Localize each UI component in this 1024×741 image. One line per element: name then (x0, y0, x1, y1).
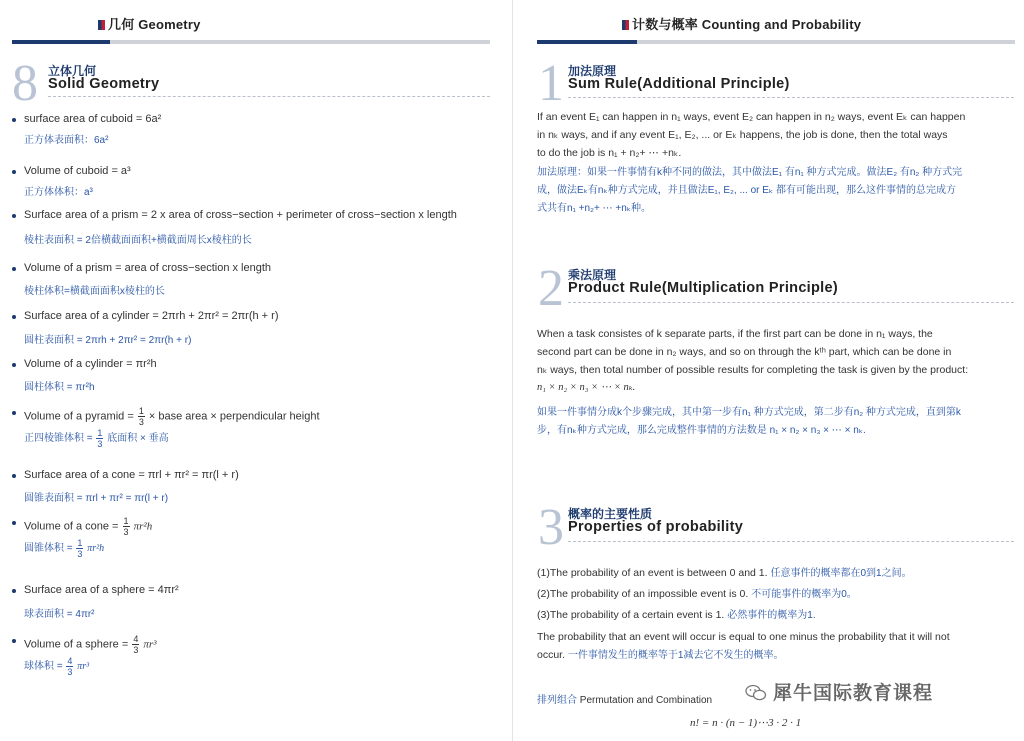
section-title-cn: 乘法原理 (568, 268, 617, 282)
factorial-formula: n! = n · (n − 1)⋯3 · 2 · 1 (690, 717, 802, 729)
flag-icon (622, 20, 629, 30)
section-number: 2 (538, 260, 564, 317)
formula-cn: 圆锥表面积 = πrl + πr² = πr(l + r) (24, 493, 169, 504)
flag-icon (98, 20, 105, 30)
paragraph-en: If an event E₁ can happen in n₁ ways, event E₂ can happen in n₂ ways, event Eₖ can happen in nₖ ways, and if any event E₁, E₂, ... or Eₖ happens, the job is done, then the total ways to do the job is n₁ + n₂+ ⋯ +nₖ. (537, 111, 966, 159)
section-title-en: Properties of probability (568, 519, 744, 535)
paragraph-en: When a task consistes of k separate parts, if the first part can be done in n₁ ways, the second part can be done in n₂ ways, and so on through the kᵗʰ part, which can be done in nₖ ways, then total number of possible results for completing the task is given by the product: n₁ × n₂ × n₃ × ⋯ × nₖ. (537, 328, 969, 393)
section-title-en: Product Rule(Multiplication Principle) (568, 280, 838, 296)
section-title-cn: 加法原理 (568, 64, 617, 78)
section-title-cn: 概率的主要性质 (568, 507, 653, 521)
wechat-icon (745, 684, 767, 702)
formula-cn: 圆锥体积 = $\frac{1}{3}$ πr²h (24, 538, 105, 559)
right-header-rule (537, 40, 1015, 44)
left-header (98, 14, 201, 33)
formula-cn: 圆柱体积 = πr²h (24, 382, 95, 393)
formula-en: Surface area of a cylinder = 2πrh + 2πr² = 2πr(h + r) (24, 310, 279, 322)
formula-en: Volume of a cylinder = πr²h (24, 358, 157, 370)
section-dash (48, 96, 490, 97)
formula-cn: 棱柱体积=横截面面积x棱柱的长 (24, 286, 165, 297)
section-dash (568, 97, 1014, 98)
page-divider (512, 0, 513, 741)
property-line: (1)The probability of an event is between 0 and 1. 任意事件的概率都在0到1之间。 (537, 567, 912, 579)
formula-cn: 球表面积 = 4πr² (24, 609, 95, 620)
paragraph-cn: 加法原理：如果一件事情有k种不同的做法，其中做法E₁ 有n₁ 种方式完成。做法E₂ 有n₂ 种方式完 成，做法Eₖ有nₖ种方式完成，并且做法E₁, E₂, ... or Eₖ 都有可能出现，那么这件事情的总完成方 式共有n₁ +n₂+ ⋯ +nₖ种。 (537, 167, 963, 214)
formula-cn: 正方体表面积：6a² (24, 135, 109, 146)
section-title-cn: 立体几何 (48, 64, 97, 78)
section-dash (568, 541, 1014, 542)
formula-cn: 球体积 = $\frac{4}{3}$ πr³ (24, 656, 90, 677)
formula-en: Surface area of a prism = 2 x area of cross−section + perimeter of cross−section x length (24, 209, 457, 221)
right-header (622, 14, 861, 33)
right-header-title: 计数与概率 Counting and Probability (632, 17, 862, 32)
left-header-rule (12, 40, 490, 44)
watermark: 犀牛国际教育课程 (745, 678, 933, 705)
formula-cn: 圆柱表面积 = 2πrh + 2πr² = 2πr(h + r) (24, 335, 192, 346)
formula-cn: 正方体体积：a³ (24, 187, 93, 198)
formula-en: Volume of a pyramid = $\frac{1}{3}$ × base area × perpendicular height (24, 406, 320, 427)
formula-en: Volume of cuboid = a³ (24, 165, 131, 177)
formula-en: surface area of cuboid = 6a² (24, 113, 162, 125)
formula-en: Volume of a cone = $\frac{1}{3}$ πr²h (24, 516, 153, 537)
formula-en: Surface area of a sphere = 4πr² (24, 584, 179, 596)
right-page (514, 0, 1024, 741)
formula-cn: 正四棱锥体积 = $\frac{1}{3}$ 底面积 × 垂高 (24, 428, 169, 449)
formula-en: Volume of a prism = area of cross−section x length (24, 262, 272, 274)
left-header-title: 几何 Geometry (108, 17, 201, 32)
permutation-heading: 排列组合 Permutation and Combination (537, 695, 713, 706)
formula-cn: 棱柱表面积 = 2倍横截面面积+横截面周长x棱柱的长 (24, 235, 252, 246)
section-title-en: Solid Geometry (48, 76, 160, 92)
paragraph-cn: 如果一件事情分成k个步骤完成，其中第一步有n₁ 种方式完成，第二步有n₂ 种方式完成，直到第k 步，有nₖ种方式完成，那么完成整件事情的方法数是 n₁ × n₂ × n₃ × ⋯ × nₖ. (537, 407, 961, 436)
formula-en: Surface area of a cone = πrl + πr² = πr(l + r) (24, 469, 239, 481)
property-line: (3)The probability of a certain event is 1. 必然事件的概率为1. (537, 609, 816, 621)
section-title-en: Sum Rule(Additional Principle) (568, 76, 790, 92)
formula-en: Volume of a sphere = $\frac{4}{3}$ πr³ (24, 634, 157, 655)
section-number: 8 (12, 55, 38, 112)
section-number: 3 (538, 499, 564, 556)
section-dash (568, 302, 1014, 303)
section-number: 1 (538, 55, 564, 112)
complement-rule: The probability that an event will occur is equal to one minus the probability that it will not occur. 一件事情发生的概率等于1减去它不发生的概率。 (537, 631, 950, 661)
property-line: (2)The probability of an impossible event is 0. 不可能事件的概率为0。 (537, 588, 857, 600)
